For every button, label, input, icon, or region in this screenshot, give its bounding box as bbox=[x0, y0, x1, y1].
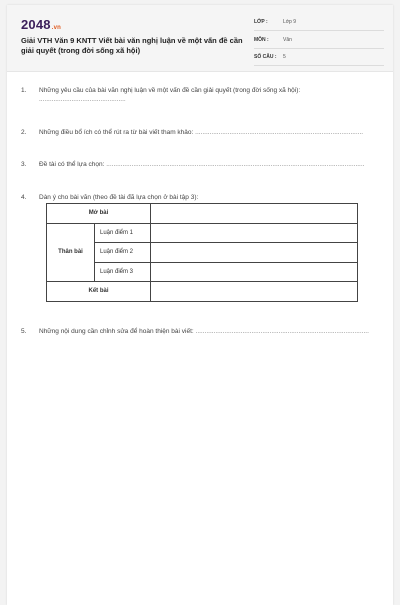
table-row bbox=[47, 204, 358, 224]
question-number: 4. bbox=[21, 194, 27, 201]
question-prompt: Dàn ý cho bài văn (theo đề tài đã lựa chọn ở bài tập 3): bbox=[39, 194, 199, 201]
outline-intro-label: Mở bài bbox=[47, 204, 151, 224]
outline-point-label: Luận điểm 3 bbox=[95, 262, 151, 282]
outline-body-label: Thân bài bbox=[47, 223, 95, 282]
question-number: 1. bbox=[21, 87, 27, 94]
site-logo[interactable] bbox=[21, 17, 61, 32]
table-row bbox=[47, 282, 358, 302]
meta-label-subject: MÔN : bbox=[254, 36, 269, 43]
meta-label-count: SỐ CÂU : bbox=[254, 54, 277, 60]
outline-point-2-cell[interactable] bbox=[151, 243, 358, 263]
outline-point-1-cell[interactable] bbox=[151, 223, 358, 243]
answer-blank: ................................................ bbox=[39, 96, 126, 103]
meta-info bbox=[254, 17, 384, 70]
question-number: 5. bbox=[21, 328, 27, 335]
worksheet-header bbox=[7, 5, 393, 72]
outline-intro-cell[interactable] bbox=[151, 204, 358, 224]
meta-row-class bbox=[254, 17, 384, 31]
outline-conclusion-label: Kết bài bbox=[47, 282, 151, 302]
essay-outline-table bbox=[46, 203, 358, 302]
document-title: Giải VTH Văn 9 KNTT Viết bài văn nghị luận về một vấn đề cần giải quyết (trong đời sống xã hội) bbox=[21, 36, 243, 55]
question-prompt: Những nội dung cần chỉnh sửa để hoàn thiện bài viết: bbox=[39, 328, 194, 335]
question-prompt: Đề tài có thể lựa chọn: bbox=[39, 161, 105, 168]
question-prompt: Những yêu cầu của bài văn nghị luận về một vấn đề cần giải quyết (trong đời sống xã hội): bbox=[39, 87, 301, 94]
logo-text: 2048 bbox=[21, 17, 51, 32]
meta-value-class: Lớp 9 bbox=[283, 19, 297, 25]
answer-blank: ............................................................................................................................................... bbox=[106, 161, 365, 168]
question-text bbox=[39, 128, 391, 137]
meta-label-class: LỚP : bbox=[254, 19, 268, 25]
meta-row-count bbox=[254, 52, 384, 66]
question-prompt: Những điều bổ ích có thể rút ra từ bài viết tham khảo: bbox=[39, 129, 194, 136]
outline-point-3-cell[interactable] bbox=[151, 262, 358, 282]
question-text bbox=[39, 160, 391, 169]
outline-point-label: Luận điểm 2 bbox=[95, 243, 151, 263]
worksheet-page bbox=[7, 5, 393, 605]
question-text bbox=[39, 327, 391, 336]
answer-blank: ............................................................................................. bbox=[195, 129, 364, 136]
answer-blank: ................................................................................................ bbox=[195, 328, 369, 335]
outline-conclusion-cell[interactable] bbox=[151, 282, 358, 302]
question-number: 2. bbox=[21, 129, 27, 136]
meta-value-count: 5 bbox=[283, 54, 286, 60]
question-number: 3. bbox=[21, 161, 27, 168]
meta-row-subject bbox=[254, 35, 384, 49]
table-row bbox=[47, 223, 358, 243]
question-text bbox=[39, 86, 391, 104]
meta-value-subject: Văn bbox=[283, 36, 292, 43]
outline-point-label: Luận điểm 1 bbox=[95, 223, 151, 243]
question-text bbox=[39, 193, 391, 202]
logo-tld: .vn bbox=[51, 25, 62, 31]
